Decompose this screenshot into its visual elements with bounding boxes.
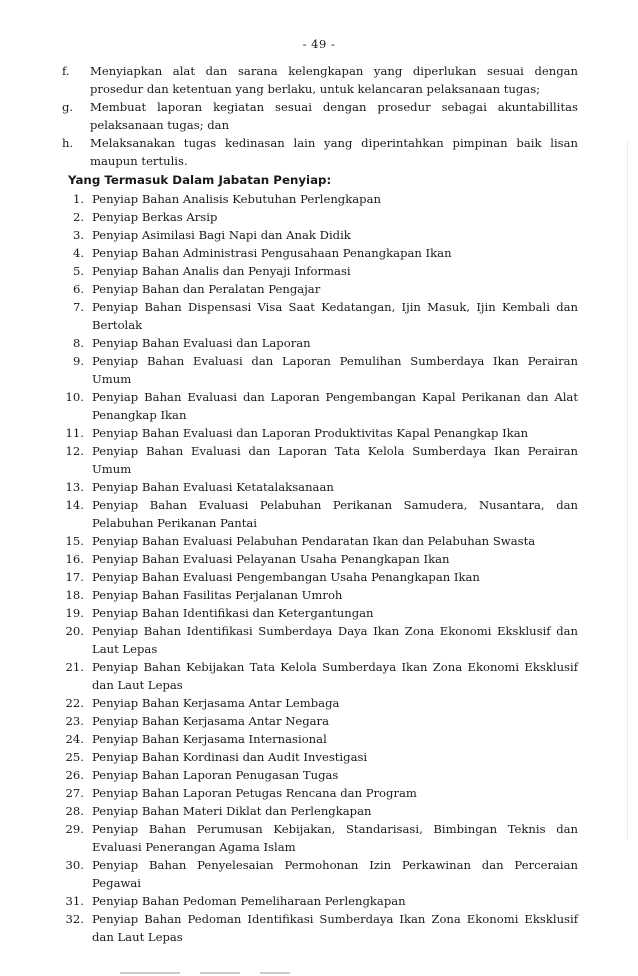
list-item [62,496,578,532]
list-item [62,550,578,568]
list-item-marker: 20. [65,624,84,638]
list-item-text: Penyiap Bahan Kerjasama Antar Negara [92,714,329,728]
list-item-text: Penyiap Bahan Kebijakan Tata Kelola Sumberdaya Ikan Zona Ekonomi Eksklusif dan Laut Lepas [92,660,578,692]
list-item-marker: 3. [72,228,84,242]
list-item-text: Penyiap Bahan Materi Diklat dan Perlengkapan [92,804,372,818]
list-item-text: Penyiap Bahan Pedoman Identifikasi Sumberdaya Ikan Zona Ekonomi Eksklusif dan Laut Lepas [92,912,578,944]
list-item-text: Penyiap Bahan Evaluasi Pengembangan Usaha Penangkapan Ikan [92,570,480,584]
list-item [62,820,578,856]
section-heading: Yang Termasuk Dalam Jabatan Penyiap: [68,173,332,187]
list-item [62,298,578,334]
list-item [62,802,578,820]
list-item [62,730,578,748]
list-item-text: Penyiap Bahan Evaluasi Pelayanan Usaha Penangkapan Ikan [92,552,450,566]
list-item [62,478,578,496]
list-item-text: Penyiap Bahan dan Peralatan Pengajar [92,282,321,296]
list-item [62,694,578,712]
list-item-marker: 24. [65,732,84,746]
list-item-marker: 14. [65,498,84,512]
list-item [62,442,578,478]
list-item [62,98,578,134]
list-item-marker: 18. [65,588,84,602]
list-item [62,586,578,604]
list-item-text: Penyiap Bahan Laporan Penugasan Tugas [92,768,339,782]
list-item-marker: 19. [65,606,84,620]
list-item-marker: 30. [65,858,84,872]
list-item-marker: 31. [65,894,84,908]
list-item-marker: 4. [72,246,84,260]
list-item-text: Penyiap Bahan Evaluasi Pelabuhan Pendaratan Ikan dan Pelabuhan Swasta [92,534,536,548]
list-item-marker: g. [62,100,74,114]
list-item [62,262,578,280]
list-item-text: Penyiap Bahan Analis dan Penyaji Informasi [92,264,351,278]
list-item-text: Penyiap Bahan Evaluasi dan Laporan Pemulihan Sumberdaya Ikan Perairan Umum [92,354,578,386]
scan-footer-marks [0,968,638,974]
list-item-marker: 12. [65,444,84,458]
list-item-text: Penyiap Asimilasi Bagi Napi dan Anak Didik [92,228,351,242]
list-item-marker: f. [62,64,70,78]
page-number: - 49 - [302,37,336,51]
list-item-text: Penyiap Bahan Laporan Petugas Rencana dan Program [92,786,417,800]
list-item-text: Penyiap Bahan Analisis Kebutuhan Perlengkapan [92,192,381,206]
list-item-marker: 32. [65,912,84,926]
list-item [62,910,578,946]
list-item-marker: 27. [65,786,84,800]
list-item [62,62,578,98]
list-item [62,134,578,170]
list-item-text: Penyiap Bahan Evaluasi Ketatalaksanaan [92,480,334,494]
list-item [62,622,578,658]
list-item-marker: 1. [72,192,84,206]
list-item [62,190,578,208]
list-item-text: Penyiap Bahan Fasilitas Perjalanan Umroh [92,588,343,602]
list-item-marker: 8. [72,336,84,350]
list-item-text: Penyiap Bahan Kerjasama Antar Lembaga [92,696,340,710]
list-item [62,604,578,622]
list-item-marker: 22. [65,696,84,710]
list-item [62,208,578,226]
list-item-text: Penyiap Bahan Kordinasi dan Audit Investigasi [92,750,368,764]
list-item [62,352,578,388]
list-item-text: Penyiap Bahan Evaluasi dan Laporan [92,336,311,350]
list-item [62,892,578,910]
list-item-text: Penyiap Bahan Identifikasi dan Ketergantungan [92,606,374,620]
list-item [62,388,578,424]
list-item-marker: 17. [65,570,84,584]
list-item-marker: 25. [65,750,84,764]
list-item-marker: h. [62,136,74,150]
list-item-text: Penyiap Bahan Administrasi Pengusahaan Penangkapan Ikan [92,246,452,260]
list-item-text: Penyiap Bahan Evaluasi Pelabuhan Perikanan Samudera, Nusantara, dan Pelabuhan Perikanan Pantai [92,498,578,530]
list-item-text: Penyiap Bahan Kerjasama Internasional [92,732,327,746]
intro-list [62,62,578,170]
list-item-text: Penyiap Bahan Evaluasi dan Laporan Pengembangan Kapal Perikanan dan Alat Penangkap Ikan [92,390,578,422]
list-item-text: Penyiap Bahan Identifikasi Sumberdaya Daya Ikan Zona Ekonomi Eksklusif dan Laut Lepas [92,624,578,656]
list-item [62,712,578,730]
list-item [62,280,578,298]
document-body [62,62,578,946]
list-item [62,658,578,694]
list-item-marker: 23. [65,714,84,728]
list-item-text: Penyiap Bahan Penyelesaian Permohonan Izin Perkawinan dan Perceraian Pegawai [92,858,578,890]
list-item-text: Penyiap Bahan Dispensasi Visa Saat Kedatangan, Ijin Masuk, Ijin Kembali dan Bertolak [92,300,578,332]
list-item-marker: 10. [65,390,84,404]
list-item-text: Penyiap Bahan Evaluasi dan Laporan Tata Kelola Sumberdaya Ikan Perairan Umum [92,444,578,476]
list-item [62,568,578,586]
list-item [62,784,578,802]
list-item-text: Menyiapkan alat dan sarana kelengkapan yang diperlukan sesuai dengan prosedur dan ketentuan yang berlaku, untuk kelancaran pelaksanaan tugas; [90,64,578,96]
list-item-marker: 9. [72,354,84,368]
list-item [62,226,578,244]
list-item-marker: 13. [65,480,84,494]
list-item-marker: 7. [72,300,84,314]
list-item-marker: 26. [65,768,84,782]
list-item-text: Penyiap Bahan Perumusan Kebijakan, Standarisasi, Bimbingan Teknis dan Evaluasi Penerangan Agama Islam [92,822,578,854]
list-item [62,748,578,766]
list-item [62,766,578,784]
list-item-text: Penyiap Bahan Evaluasi dan Laporan Produktivitas Kapal Penangkap Ikan [92,426,529,440]
position-list [62,190,578,946]
list-item [62,856,578,892]
list-item-text: Penyiap Bahan Pedoman Pemeliharaan Perlengkapan [92,894,406,908]
list-item [62,334,578,352]
list-item-text: Membuat laporan kegiatan sesuai dengan prosedur sebagai akuntabillitas pelaksanaan tugas; dan [90,100,578,132]
list-item-text: Penyiap Berkas Arsip [92,210,218,224]
list-item-marker: 11. [65,426,84,440]
list-item-text: Melaksanakan tugas kedinasan lain yang diperintahkan pimpinan baik lisan maupun tertulis. [90,136,578,168]
list-item-marker: 2. [72,210,84,224]
list-item [62,244,578,262]
list-item-marker: 15. [65,534,84,548]
list-item-marker: 5. [72,264,84,278]
list-item [62,532,578,550]
list-item-marker: 29. [65,822,84,836]
list-item-marker: 16. [65,552,84,566]
list-item-marker: 21. [65,660,84,674]
list-item-marker: 28. [65,804,84,818]
scan-edge-line [627,140,628,840]
list-item-marker: 6. [72,282,84,296]
list-item [62,424,578,442]
